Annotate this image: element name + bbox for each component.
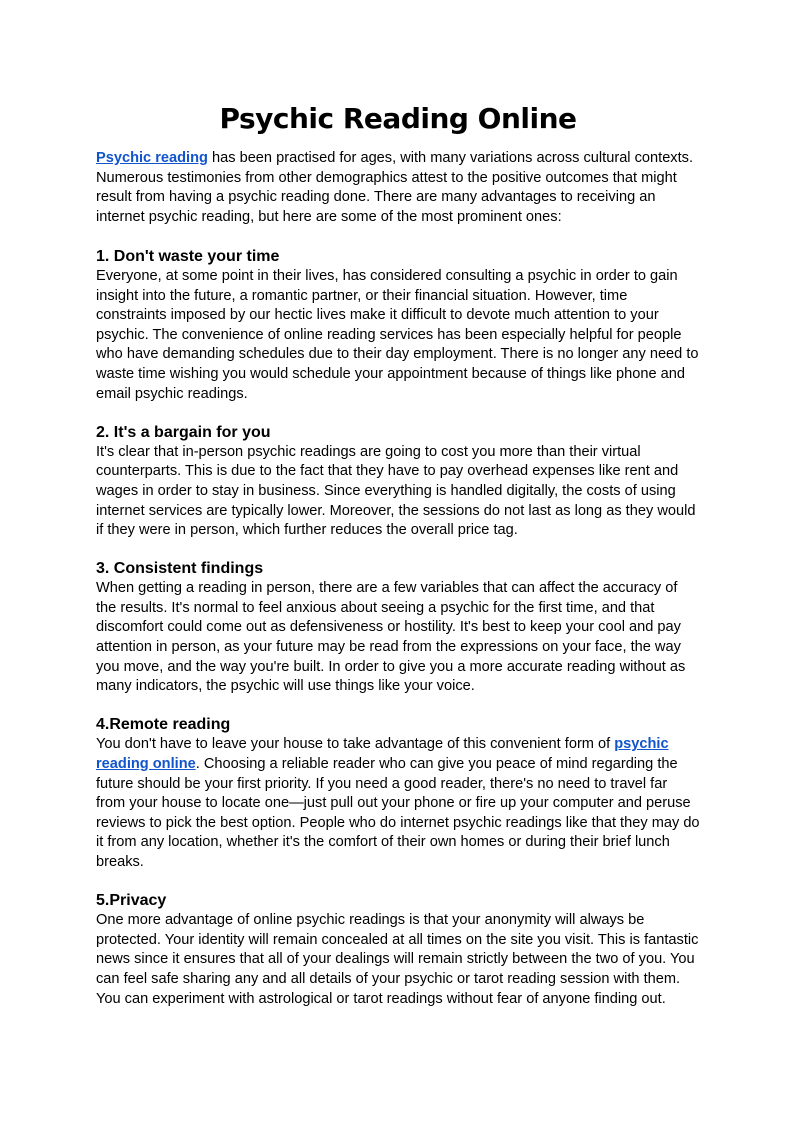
section-2-heading: 2. It's a bargain for you — [96, 423, 271, 441]
psychic-reading-link[interactable]: Psychic reading — [96, 150, 208, 166]
document-page — [96, 100, 700, 1009]
section-3-body: When getting a reading in person, there are a few variables that can affect the accuracy of the results. It's normal to feel anxious about seeing a psychic for the first time, and that discomfort could come out as defensiveness or hostility. It's best to keep your cool and pay attention in person, as your future may be read from the expressions on your face, the way you move, and the way you're built. In order to give you a more accurate reading without as many indicators, the psychic will use things like your voice. — [96, 580, 686, 695]
psychic-reading-online-link[interactable]: psychic reading online — [96, 736, 669, 773]
section-4-body — [96, 735, 700, 872]
section-5-heading: 5.Privacy — [96, 892, 167, 910]
section-2-body: It's clear that in-person psychic readings are going to cost you more than their virtual counterparts. This is due to the fact that they have to pay overhead expenses like rent and wages in order to stay in business. Since everything is handled digitally, the costs of using internet services are typically lower. Moreover, the sessions do not last as long as they would if they were in person, which further reduces the overall price tag. — [96, 443, 696, 539]
section-1-body: Everyone, at some point in their lives, has considered consulting a psychic in order to gain insight into the future, a romantic partner, or their financial situation. However, time constraints imposed by our hectic lives make it difficult to devote much attention to your psychic. The convenience of online reading services has been especially helpful for people who have demanding schedules due to their day employment. There is no longer any need to waste time wishing you would schedule your appointment because of things like phone and email psychic readings. — [96, 267, 699, 402]
section-5-body: One more advantage of online psychic readings is that your anonymity will always be protected. Your identity will remain concealed at all times on the site you visit. This is fantastic news since it ensures that all of your dealings will remain strictly between the two of you. You can feel safe sharing any and all details of your psychic or tarot reading session with them. You can experiment with astrological or tarot readings without fear of anyone finding out. — [96, 912, 699, 1007]
section-4-text-before: You don't have to leave your house to take advantage of this convenient form of — [96, 736, 615, 753]
intro-text: has been practised for ages, with many variations across cultural contexts. Numerous testimonies from other demographics attest to the positive outcomes that might result from having a psychic reading done. There are many advantages to receiving an internet psychic reading, but here are some of the most prominent ones: — [96, 150, 694, 225]
section-1-heading: 1. Don't waste your time — [96, 247, 280, 265]
page-title: Psychic Reading Online — [219, 102, 577, 135]
section-3-heading: 3. Consistent findings — [96, 560, 264, 578]
section-4-heading: 4.Remote reading — [96, 716, 231, 734]
intro-paragraph — [96, 149, 700, 227]
section-4-text-after: . Choosing a reliable reader who can give you peace of mind regarding the future should be your first priority. If you need a good reader, there's no need to travel far from your house to locate one—just pull out your phone or fire up your computer and peruse reviews to pick the best option. People who do internet psychic readings like that they may do it from any location, whether it's the comfort of their own homes or during their brief lunch breaks. — [96, 756, 700, 870]
